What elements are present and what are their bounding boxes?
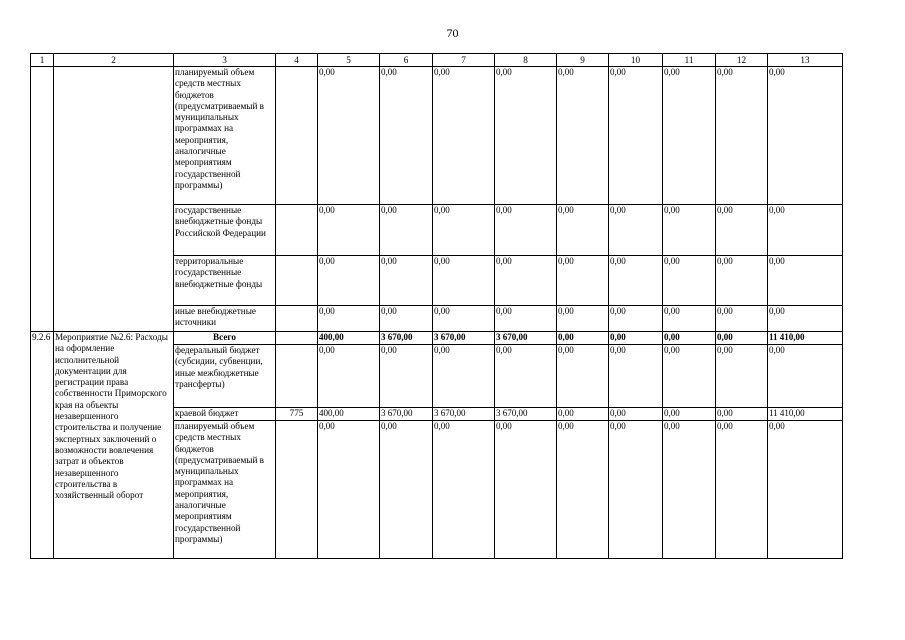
value-cell: 0,00 xyxy=(433,205,495,256)
budget-code-cell xyxy=(276,421,318,559)
budget-code-cell xyxy=(276,306,318,332)
value-cell: 11 410,00 xyxy=(768,408,843,421)
funding-source-cell: иные внебюджетные источники xyxy=(174,306,276,332)
value-cell: 0,00 xyxy=(318,306,380,332)
value-cell: 0,00 xyxy=(768,345,843,408)
value-cell: 0,00 xyxy=(495,306,557,332)
budget-code-cell xyxy=(276,345,318,408)
value-cell: 0,00 xyxy=(433,306,495,332)
header-cell: 6 xyxy=(380,54,433,67)
value-cell: 0,00 xyxy=(716,205,768,256)
funding-source-cell: государственные внебюджетные фонды Российской Федерации xyxy=(174,205,276,256)
budget-code-cell xyxy=(276,67,318,205)
value-cell: 0,00 xyxy=(557,205,609,256)
value-cell: 0,00 xyxy=(495,345,557,408)
value-cell: 0,00 xyxy=(318,421,380,559)
value-cell: 0,00 xyxy=(433,256,495,306)
activity-name-cell xyxy=(54,67,174,332)
header-cell: 11 xyxy=(663,54,716,67)
value-cell: 400,00 xyxy=(318,332,380,345)
value-cell: 0,00 xyxy=(716,345,768,408)
budget-code-cell xyxy=(276,332,318,345)
header-cell: 9 xyxy=(557,54,609,67)
budget-code-cell xyxy=(276,256,318,306)
value-cell: 11 410,00 xyxy=(768,332,843,345)
value-cell: 0,00 xyxy=(609,345,663,408)
funding-source-cell: планируемый объем средств местных бюджетов (предусматриваемый в муниципальных программах на мероприятия, аналогичные мероприятиям государственной программы) xyxy=(174,67,276,205)
value-cell: 0,00 xyxy=(557,67,609,205)
value-cell: 400,00 xyxy=(318,408,380,421)
value-cell: 0,00 xyxy=(609,205,663,256)
value-cell: 0,00 xyxy=(557,421,609,559)
funding-source-cell: краевой бюджет xyxy=(174,408,276,421)
funding-source-cell: планируемый объем средств местных бюджетов (предусматриваемый в муниципальных программах на мероприятия, аналогичные мероприятиям государственной программы) xyxy=(174,421,276,559)
value-cell: 0,00 xyxy=(663,205,716,256)
value-cell: 0,00 xyxy=(609,332,663,345)
value-cell: 3 670,00 xyxy=(433,408,495,421)
value-cell: 0,00 xyxy=(663,332,716,345)
value-cell: 0,00 xyxy=(380,306,433,332)
header-cell: 7 xyxy=(433,54,495,67)
header-cell: 4 xyxy=(276,54,318,67)
value-cell: 0,00 xyxy=(716,256,768,306)
budget-code-cell: 775 xyxy=(276,408,318,421)
header-cell: 1 xyxy=(31,54,54,67)
header-cell: 13 xyxy=(768,54,843,67)
value-cell: 3 670,00 xyxy=(380,332,433,345)
value-cell: 0,00 xyxy=(716,332,768,345)
value-cell: 0,00 xyxy=(716,306,768,332)
value-cell: 0,00 xyxy=(716,67,768,205)
value-cell: 0,00 xyxy=(380,205,433,256)
header-cell: 10 xyxy=(609,54,663,67)
value-cell: 0,00 xyxy=(318,345,380,408)
value-cell: 3 670,00 xyxy=(495,408,557,421)
row-number-cell: 9.2.6 xyxy=(31,332,54,559)
row-number-cell xyxy=(31,67,54,332)
value-cell: 3 670,00 xyxy=(380,408,433,421)
value-cell: 0,00 xyxy=(663,345,716,408)
value-cell: 0,00 xyxy=(557,306,609,332)
value-cell: 0,00 xyxy=(495,67,557,205)
value-cell: 3 670,00 xyxy=(433,332,495,345)
table-row xyxy=(31,67,843,205)
value-cell: 0,00 xyxy=(716,408,768,421)
value-cell: 0,00 xyxy=(318,67,380,205)
header-cell: 8 xyxy=(495,54,557,67)
page-number: 70 xyxy=(446,26,459,40)
value-cell: 0,00 xyxy=(380,345,433,408)
value-cell: 0,00 xyxy=(495,205,557,256)
value-cell: 0,00 xyxy=(609,408,663,421)
value-cell: 0,00 xyxy=(433,67,495,205)
table-row xyxy=(31,332,843,345)
funding-source-cell: федеральный бюджет (субсидии, субвенции, иные межбюджетные трансферты) xyxy=(174,345,276,408)
value-cell: 0,00 xyxy=(380,67,433,205)
value-cell: 0,00 xyxy=(380,256,433,306)
value-cell: 0,00 xyxy=(609,421,663,559)
value-cell: 0,00 xyxy=(768,256,843,306)
value-cell: 0,00 xyxy=(557,408,609,421)
value-cell: 0,00 xyxy=(716,421,768,559)
header-cell: 12 xyxy=(716,54,768,67)
value-cell: 0,00 xyxy=(663,256,716,306)
value-cell: 0,00 xyxy=(380,421,433,559)
header-cell: 2 xyxy=(54,54,174,67)
budget-code-cell xyxy=(276,205,318,256)
budget-table xyxy=(30,53,843,559)
value-cell: 0,00 xyxy=(609,67,663,205)
value-cell: 0,00 xyxy=(663,421,716,559)
value-cell: 0,00 xyxy=(609,306,663,332)
value-cell: 0,00 xyxy=(557,256,609,306)
header-cell: 5 xyxy=(318,54,380,67)
activity-name-cell: Мероприятие №2.6: Расходы на оформление исполнительной документации для регистрации права собственности Приморского края на объекты незавершенного строительства и получение экспертных заключений о возможности вовлечения затрат и объектов незавершенного строительства в хозяйственный оборот xyxy=(54,332,174,559)
value-cell: 3 670,00 xyxy=(495,332,557,345)
value-cell: 0,00 xyxy=(495,256,557,306)
value-cell: 0,00 xyxy=(433,421,495,559)
value-cell: 0,00 xyxy=(557,345,609,408)
value-cell: 0,00 xyxy=(663,67,716,205)
value-cell: 0,00 xyxy=(318,256,380,306)
value-cell: 0,00 xyxy=(768,67,843,205)
header-cell: 3 xyxy=(174,54,276,67)
funding-source-cell: Всего xyxy=(174,332,276,345)
value-cell: 0,00 xyxy=(768,306,843,332)
funding-source-cell: территориальные государственные внебюджетные фонды xyxy=(174,256,276,306)
value-cell: 0,00 xyxy=(433,345,495,408)
header-row xyxy=(31,54,843,67)
value-cell: 0,00 xyxy=(768,205,843,256)
value-cell: 0,00 xyxy=(495,421,557,559)
value-cell: 0,00 xyxy=(318,205,380,256)
value-cell: 0,00 xyxy=(609,256,663,306)
value-cell: 0,00 xyxy=(768,421,843,559)
value-cell: 0,00 xyxy=(663,306,716,332)
value-cell: 0,00 xyxy=(557,332,609,345)
value-cell: 0,00 xyxy=(663,408,716,421)
